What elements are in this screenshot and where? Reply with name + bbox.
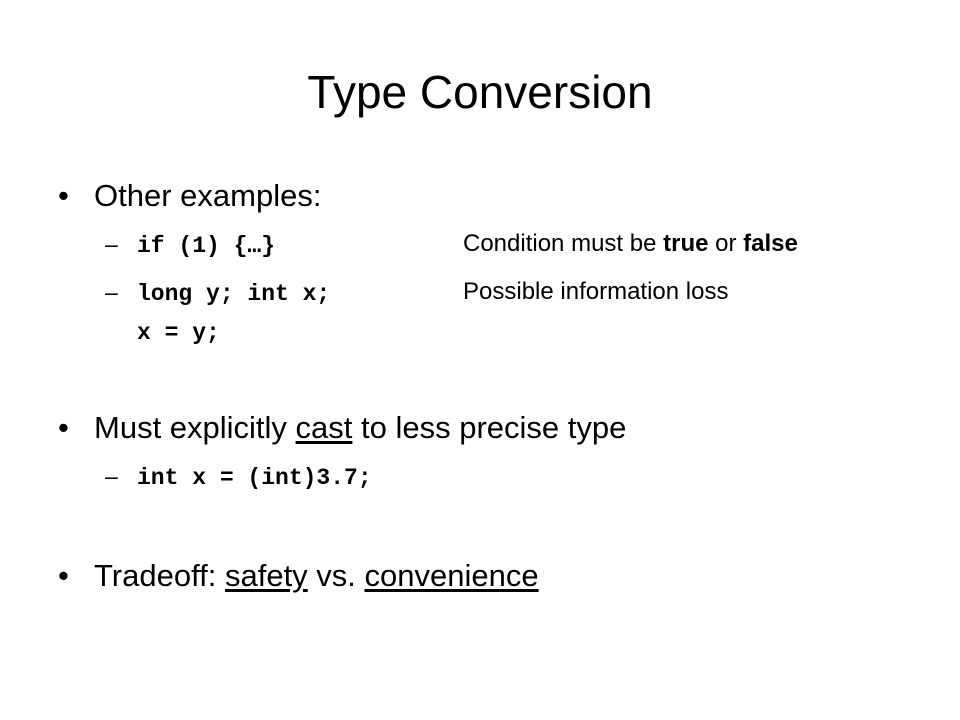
bullet-text: to less precise type <box>352 410 627 445</box>
underlined-term-cast: cast <box>295 410 353 445</box>
keyword-false: false <box>743 230 798 257</box>
code-snippet-continuation: x = y; <box>137 320 220 346</box>
underlined-term-safety: safety <box>224 558 308 593</box>
bullet-tradeoff <box>58 556 539 596</box>
bullet-text: Must explicitly <box>94 410 296 445</box>
underlined-term-convenience: convenience <box>364 558 539 593</box>
slide-title: Type Conversion <box>307 66 653 118</box>
bullet-text: vs. <box>307 558 365 593</box>
code-snippet: int x = (int)3.7; <box>137 465 372 491</box>
bullet-marker: • <box>58 410 69 445</box>
bullet-marker: • <box>58 178 69 213</box>
bullet-explicit-cast <box>58 408 626 448</box>
code-snippet: long y; int x; <box>137 281 331 307</box>
code-snippet: if (1) {…} <box>137 233 276 259</box>
dash-marker: – <box>105 279 118 305</box>
sub-item-cast-example <box>105 461 372 493</box>
dash-marker: – <box>105 231 118 257</box>
note-information-loss: Possible information loss <box>463 278 729 305</box>
dash-marker: – <box>105 463 118 489</box>
sub-item-if-example <box>105 229 275 261</box>
note-condition <box>463 229 798 259</box>
bullet-other-examples <box>58 176 321 216</box>
sub-item-long-example <box>105 277 330 309</box>
note-text: Condition must be <box>463 230 664 257</box>
bullet-marker: • <box>58 558 69 593</box>
note-text: or <box>708 230 744 257</box>
bullet-text: Tradeoff: <box>94 558 225 593</box>
bullet-text: Other examples: <box>94 178 322 213</box>
keyword-true: true <box>663 230 709 257</box>
